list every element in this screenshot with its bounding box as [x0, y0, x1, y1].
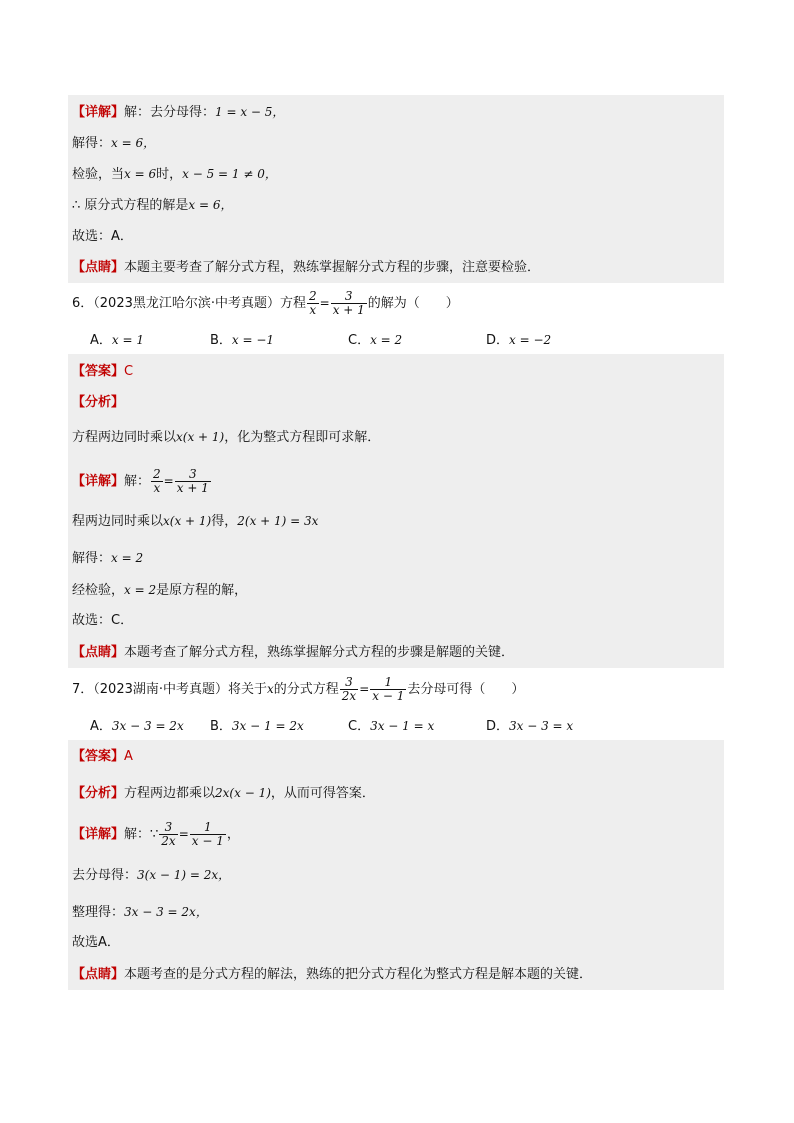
- q6-option-d[interactable]: D．x = −2: [486, 333, 552, 348]
- sol5-choose-line: 故选：A．: [72, 229, 133, 244]
- q6-answer: C: [124, 364, 134, 379]
- q6-choose-line: 故选：C．: [72, 613, 134, 628]
- q6-analysis-line: 方程两边同时乘以x(x + 1)，化为整式方程即可求解．: [72, 430, 381, 445]
- q6-comment-line: 【点睛】本题考查了解分式方程，熟练掌握解分式方程的步骤是解题的关键．: [72, 645, 515, 660]
- q7-analysis-line: 【分析】方程两边都乘以2x(x − 1)，从而可得答案．: [72, 786, 375, 801]
- q7-option-b[interactable]: B．3x − 1 = 2x: [210, 719, 304, 734]
- q7-lhs-fraction: $\frac{3}{2x}$: [341, 675, 357, 703]
- comment-tag: 【点睛】: [72, 645, 125, 660]
- q6-answer-line: [72, 361, 133, 383]
- q7-option-a[interactable]: A．3x − 3 = 2x: [90, 719, 184, 734]
- q7-detail-lhs-fraction: $\frac{3}{2x}$: [161, 820, 176, 848]
- q6-detail-lhs-fraction: $\frac{2}{x}$: [153, 467, 161, 495]
- q6-option-a[interactable]: A．x = 1: [90, 333, 144, 348]
- q7-answer-line: [72, 746, 133, 768]
- sol5-detail-line: 【详解】解：去分母得：1 = x − 5，: [72, 105, 285, 120]
- sol5-check-line: 检验，当x = 6时，x − 5 = 1 ≠ 0，: [72, 167, 277, 182]
- q7-option-d[interactable]: D．3x − 3 = x: [486, 719, 574, 734]
- solution-5-block: [68, 95, 724, 283]
- detail-tag: 【详解】: [72, 105, 125, 120]
- q6-lhs-fraction: $\frac{2}{x}$: [309, 289, 317, 317]
- q6-rhs-fraction: $\frac{3}{x + 1}$: [332, 289, 365, 317]
- analysis-tag: 【分析】: [72, 786, 125, 801]
- detail-tag: 【详解】: [72, 827, 125, 842]
- q6-analysis-tag-line: [72, 392, 124, 414]
- q7-option-c[interactable]: C．3x − 1 = x: [348, 719, 435, 734]
- analysis-tag: 【分析】: [72, 395, 125, 410]
- q7-detail-line: 【详解】解：∵ $\frac{3}{2x}$ = $\frac{1}{x - 1}$ ，: [72, 820, 240, 848]
- q7-denominator-line: 去分母得：3(x − 1) = 2x，: [72, 868, 231, 883]
- sol5-solve-line: 解得：x = 6，: [72, 136, 156, 151]
- q7-stem: 7．（2023湖南·中考真题）将关于x的分式方程 $\frac{3}{2x}$ = $\frac{1}{x - 1}$ 去分母可得（ ）: [72, 675, 525, 703]
- q6-multiply-line: 程两边同时乘以x(x + 1)得，2(x + 1) = 3x: [72, 514, 319, 529]
- comment-tag: 【点睛】: [72, 260, 125, 275]
- q7-answer: A: [124, 749, 133, 764]
- q6-check-line: 经检验，x = 2是原方程的解，: [72, 583, 248, 598]
- answer-tag: 【答案】: [72, 364, 125, 379]
- q7-comment-line: 【点睛】本题考查的是分式方程的解法，熟练的把分式方程化为整式方程是解本题的关键．: [72, 967, 593, 982]
- detail-tag: 【详解】: [72, 474, 125, 489]
- q7-choose-line: 故选A．: [72, 935, 120, 950]
- q7-detail-rhs-fraction: $\frac{1}{x - 1}$: [191, 820, 224, 848]
- q7-rhs-fraction: $\frac{1}{x - 1}$: [372, 675, 405, 703]
- sol5-comment-line: 【点睛】本题主要考查了解分式方程，熟练掌握解分式方程的步骤，注意要检验．: [72, 260, 541, 275]
- q7-simplify-line: 整理得：3x − 3 = 2x，: [72, 905, 208, 920]
- q6-option-b[interactable]: B．x = −1: [210, 333, 275, 348]
- q6-stem: 6．（2023黑龙江哈尔滨·中考真题）方程 $\frac{2}{x}$ = $\frac{3}{x + 1}$ 的解为（ ）: [72, 289, 459, 317]
- q6-solve-line: 解得：x = 2: [72, 551, 144, 566]
- comment-tag: 【点睛】: [72, 967, 125, 982]
- q6-detail-line: 【详解】解： $\frac{2}{x}$ = $\frac{3}{x + 1}$: [72, 467, 209, 495]
- answer-tag: 【答案】: [72, 749, 125, 764]
- q6-option-c[interactable]: C．x = 2: [348, 333, 403, 348]
- sol5-therefore-line: ∴ 原分式方程的解是x = 6，: [72, 198, 233, 213]
- q6-detail-rhs-fraction: $\frac{3}{x + 1}$: [176, 467, 209, 495]
